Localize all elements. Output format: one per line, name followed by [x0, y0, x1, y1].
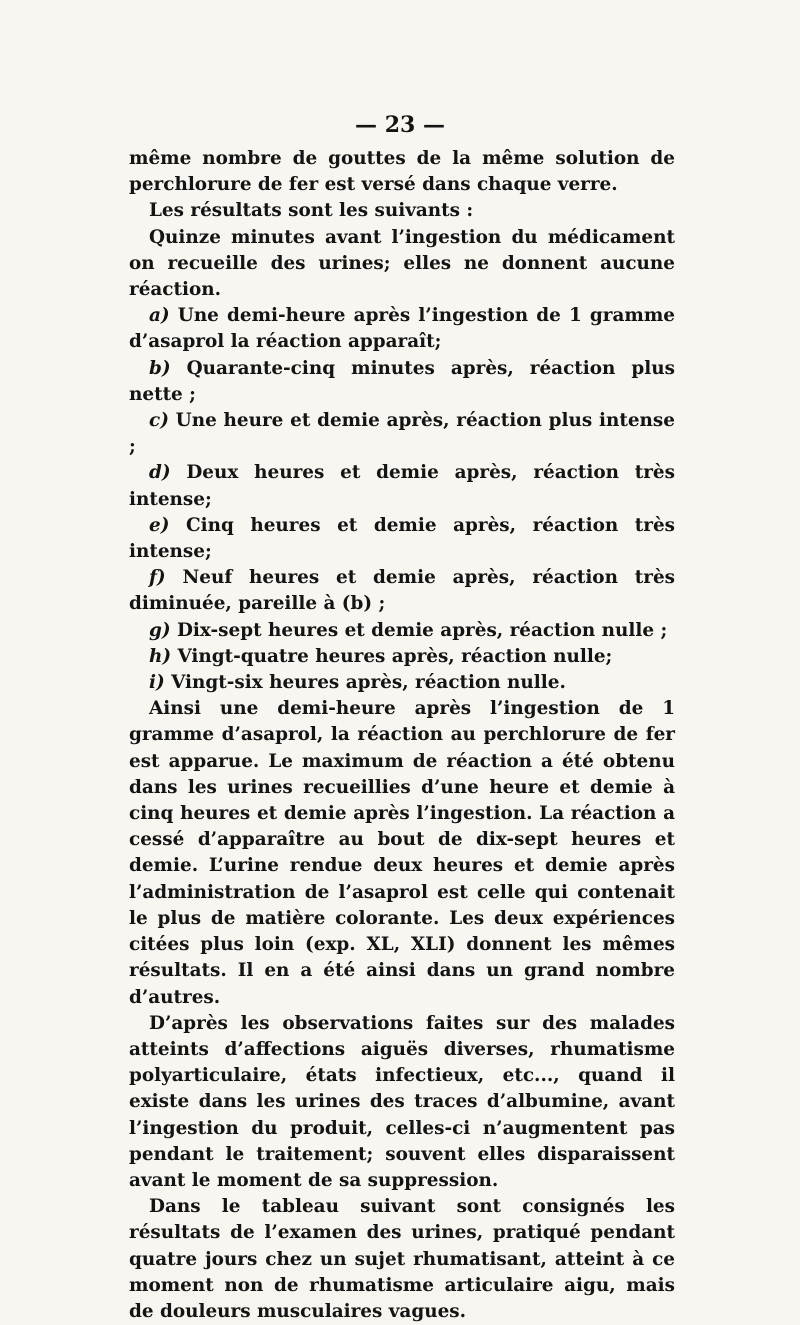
- item-text: Une demi-heure après l’ingestion de 1 gramme d’asaprol la réaction apparaît;: [129, 305, 675, 353]
- result-item-b: [129, 356, 675, 408]
- result-item-f: [129, 565, 675, 617]
- item-letter: i): [149, 672, 165, 694]
- result-item-c: [129, 408, 675, 460]
- item-letter: b): [149, 357, 171, 379]
- item-letter: f): [149, 567, 166, 589]
- body-text: [129, 146, 675, 1325]
- result-item-g: [129, 618, 675, 644]
- item-text: Vingt-quatre heures après, réaction nulle;: [171, 645, 613, 667]
- page-number: — 23 —: [355, 112, 445, 138]
- result-item-i: [129, 670, 675, 696]
- item-letter: h): [149, 645, 172, 667]
- item-text: Dix-sept heures et demie après, réaction nulle ;: [170, 619, 668, 641]
- item-text: Vingt-six heures après, réaction nulle.: [164, 672, 566, 694]
- paragraph: Les résultats sont les suivants :: [149, 200, 474, 222]
- result-item-d: [129, 460, 675, 512]
- item-text: Cinq heures et demie après, réaction très intense;: [129, 514, 675, 563]
- paragraph: Dans le tableau suivant sont consignés les résultats de l’examen des urines, pratiqué pendant quatre jours chez un sujet rhumatisant, atteint à ce moment non de rhumatisme articulaire aigu, mais de douleurs musculaires vagues.: [129, 1196, 675, 1322]
- paragraph: même nombre de gouttes de la même solution de perchlorure de fer est versé dans chaque verre.: [129, 148, 675, 196]
- result-item-e: [129, 513, 675, 565]
- paragraph: D’après les observations faites sur des malades atteints d’affections aiguës diverses, rhumatisme polyarticulaire, états infectieux, etc..., quand il existe dans les urines des traces d’albumine, avant l’ingestion du produit, celles-ci n’augmentent pas pendant le traitement; souvent elles disparaissent avant le moment de sa suppression.: [129, 1012, 675, 1191]
- item-letter: c): [149, 410, 169, 432]
- result-item-h: [129, 644, 675, 670]
- paragraph: Ainsi une demi-heure après l’ingestion de 1 gramme d’asaprol, la réaction au perchlorure de fer est apparue. Le maximum de réaction a été obtenu dans les urines recueillies d’une heure et demie à cinq heures et demie après l’ingestion. La réaction a cessé d’apparaître au bout de dix-sept heures et demie. L’urine rendue deux heures et demie après l’administration de l’asaprol est celle qui contenait le plus de matière colorante. Les deux expériences citées plus loin (exp. XL, XLI) donnent les mêmes résultats. Il en a été ainsi dans un grand nombre d’autres.: [129, 698, 675, 1008]
- item-text: Quarante-cinq minutes après, réaction plus nette ;: [129, 357, 675, 405]
- item-letter: e): [149, 514, 170, 536]
- item-text: Neuf heures et demie après, réaction très diminuée, pareille à (b) ;: [129, 567, 675, 615]
- paragraph: Quinze minutes avant l’ingestion du médicament on recueille des urines; elles ne donnent aucune réaction.: [129, 226, 675, 301]
- item-letter: a): [149, 305, 170, 327]
- item-text: Une heure et demie après, réaction plus intense ;: [129, 410, 675, 458]
- item-letter: g): [149, 619, 171, 641]
- result-item-a: [129, 303, 675, 355]
- item-letter: d): [149, 462, 171, 484]
- item-text: Deux heures et demie après, réaction très intense;: [129, 462, 675, 510]
